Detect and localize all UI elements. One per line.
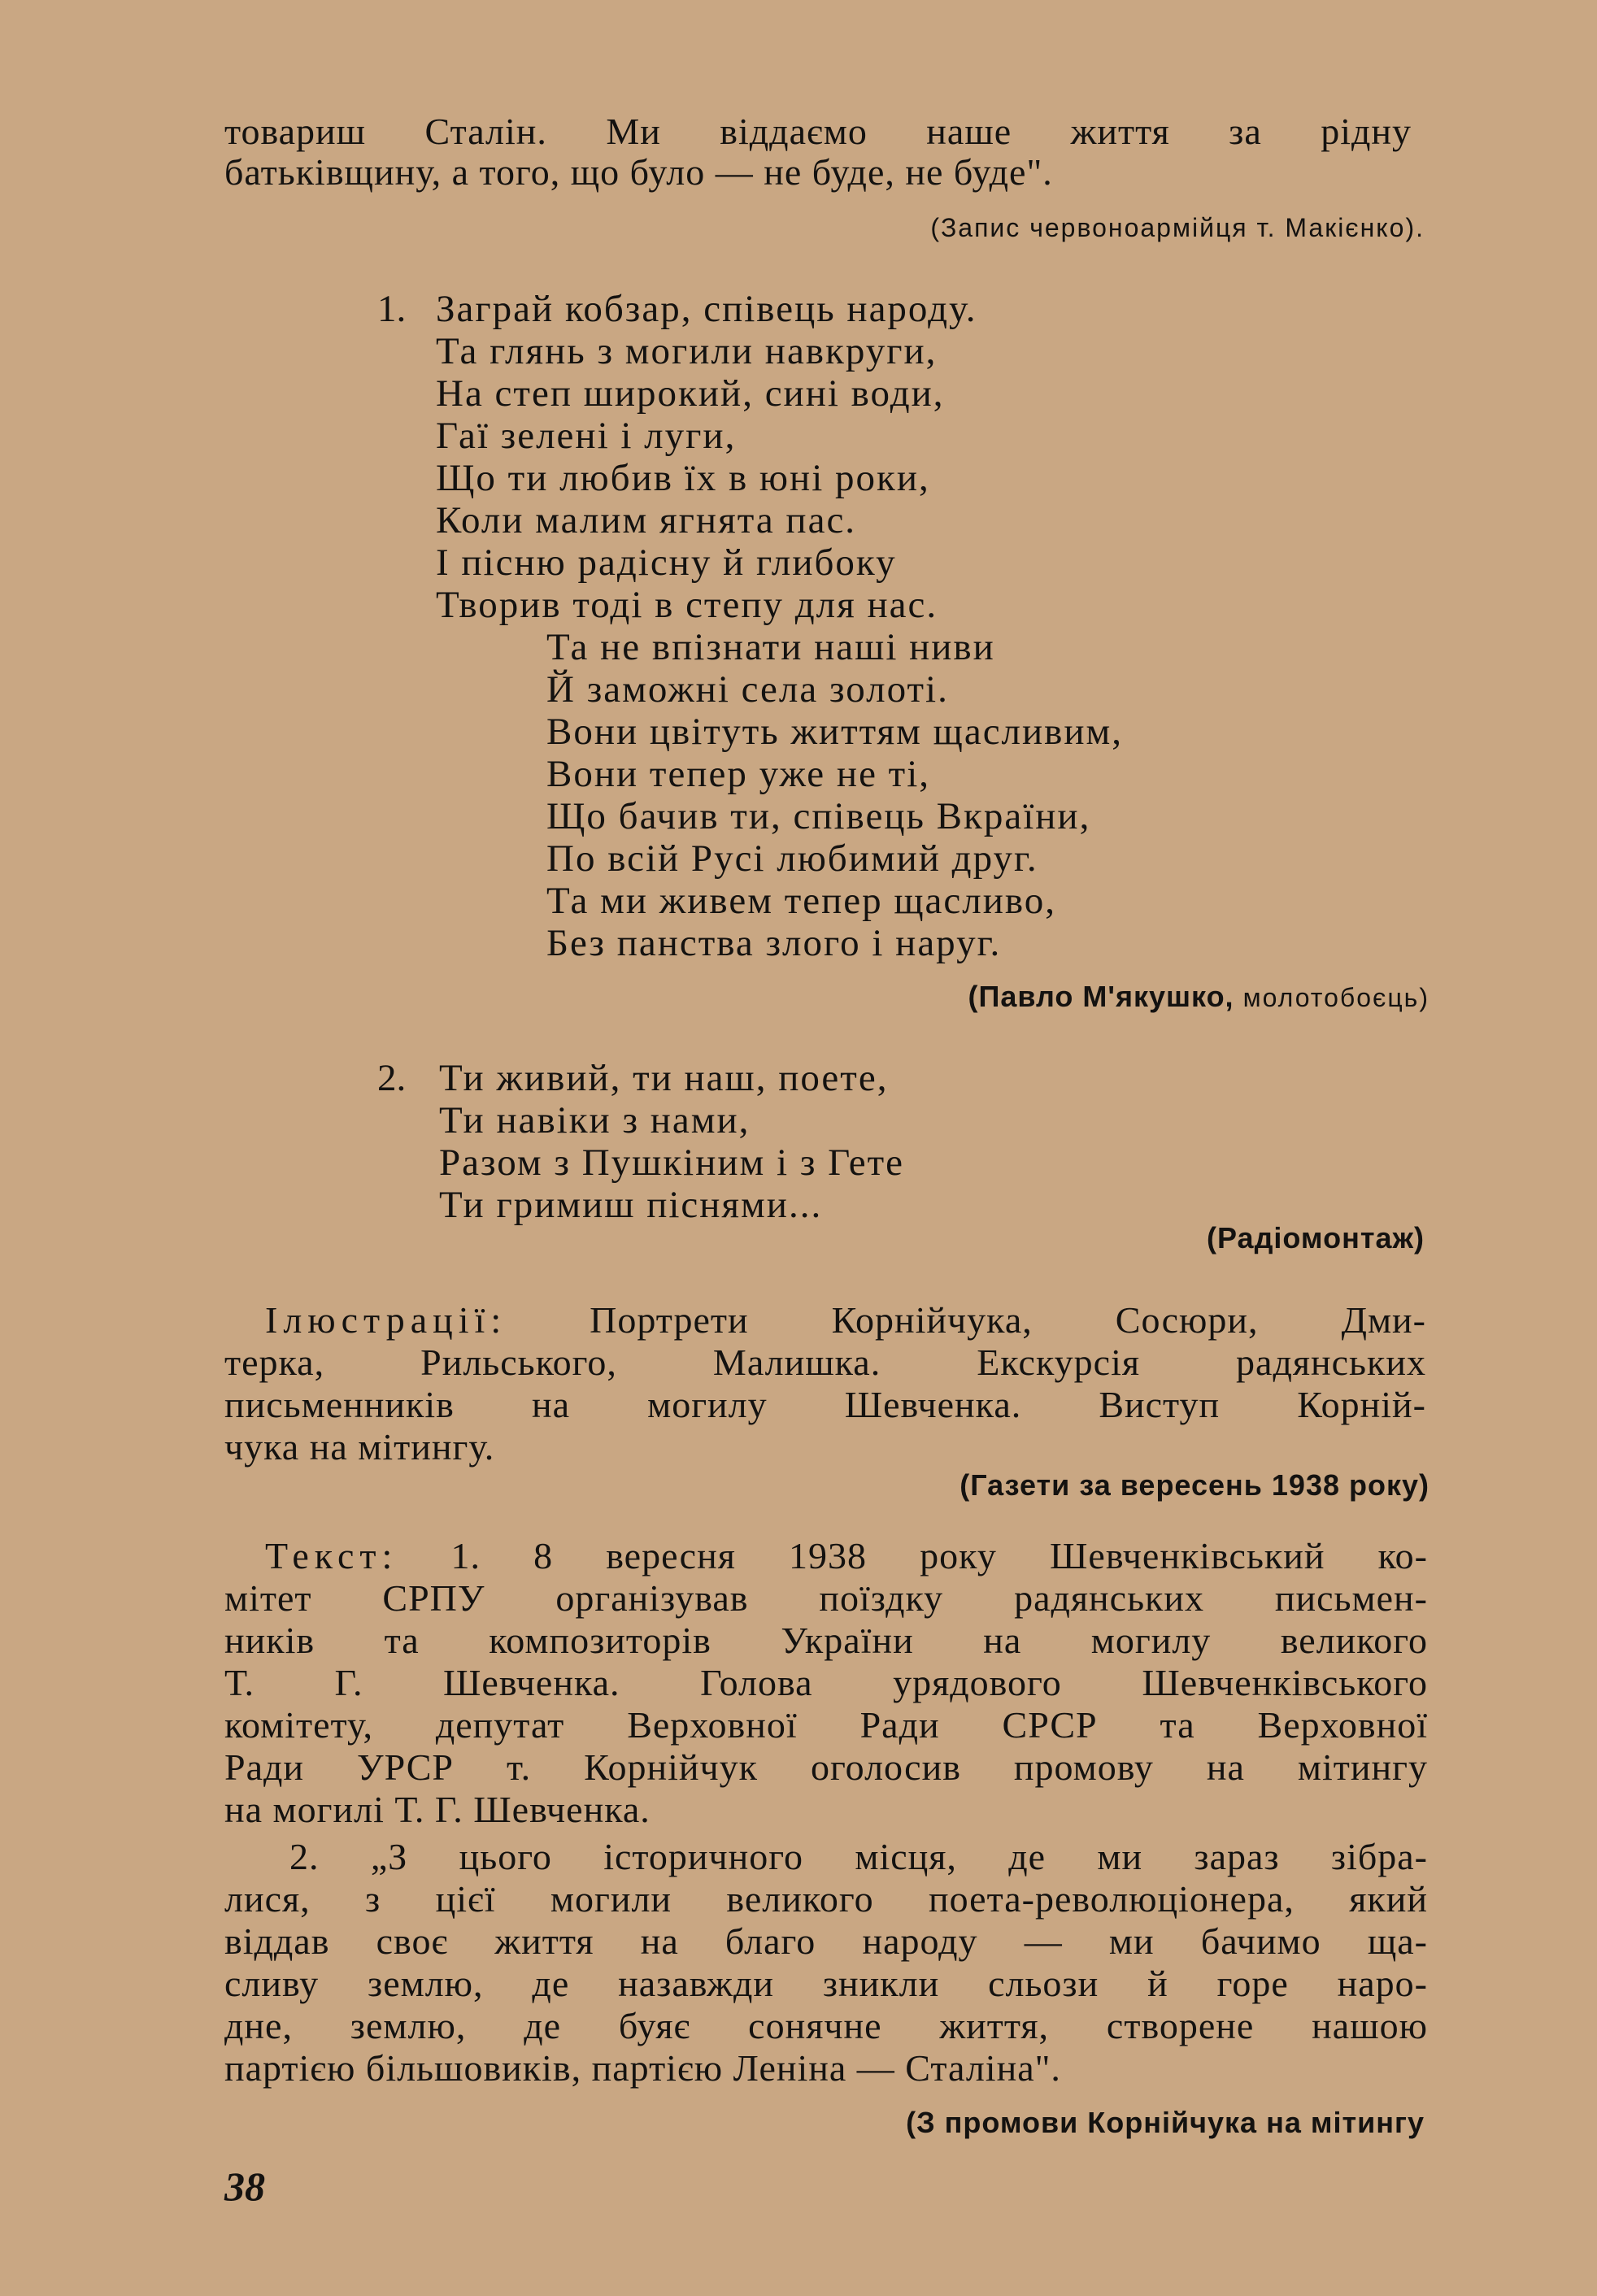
- verse-line: Й заможні села золоті.: [546, 668, 949, 711]
- verse-line: На степ широкий, сині води,: [436, 372, 945, 415]
- verse-1-number: 1.: [377, 288, 407, 330]
- verse-1-stanza-a: [436, 288, 977, 626]
- top-paragraph-source: (Запис червоноармійця т. Макієнко).: [930, 213, 1425, 242]
- verse-line: Разом з Пушкіним і з Гете: [439, 1141, 905, 1184]
- verse-line: Вони тепер уже не ті,: [546, 753, 931, 795]
- verse-line: По всій Русі любимий друг.: [546, 837, 1038, 880]
- text-source: (З промови Корнійчука на мітингу: [906, 2106, 1425, 2139]
- illustrations-line-3: письменників на могилу Шевченка. Виступ Корній-: [224, 1384, 1426, 1425]
- text-p1-line: Ради УРСР т. Корнійчук оголосив промову на мітингу: [224, 1746, 1428, 1788]
- verse-1-author-role: молотобоєць): [1242, 983, 1429, 1012]
- page-number: 38: [224, 2163, 265, 2209]
- illustrations-line-4: чука на мітингу.: [224, 1426, 495, 1468]
- verse-line: Заграй кобзар, співець народу.: [436, 288, 977, 330]
- verse-line: Та не впізнати наші ниви: [546, 626, 995, 668]
- verse-line: Ти гримиш піснями...: [439, 1184, 823, 1226]
- text-first-line: 1. 8 вересня 1938 року Шевченківський ко-: [450, 1535, 1429, 1576]
- text-p2-line: лися, з цієї могили великого поета-революціонера, який: [224, 1878, 1428, 1920]
- verse-line: Коли малим ягнята пас.: [436, 499, 857, 541]
- verse-line: Що ти любив їх в юні роки,: [436, 457, 930, 499]
- text-p2-line: партією більшовиків, партією Леніна — Сталіна".: [224, 2047, 1061, 2089]
- verse-line: І пісню радісну й глибоку: [436, 541, 897, 584]
- illustrations-line-2: терка, Рильського, Малишка. Екскурсія радянських: [224, 1342, 1426, 1383]
- verse-line: Вони цвітуть життям щасливим,: [546, 711, 1124, 753]
- text-p2-line: дне, землю, де буяє сонячне життя, створене нашою: [224, 2005, 1428, 2046]
- illustrations-first-line: Портрети Корнійчука, Сосюри, Дми-: [590, 1299, 1426, 1341]
- verse-line: Та глянь з могили навкруги,: [436, 330, 938, 372]
- text-p2-line: віддав своє життя на благо народу — ми бачимо ща-: [224, 1920, 1428, 1962]
- top-paragraph-line-1: товариш Сталін. Ми віддаємо наше життя за рідну: [224, 111, 1412, 152]
- top-paragraph-line-2: батьківщину, а того, що було — не буде, не буде".: [224, 151, 1053, 193]
- verse-line: Гаї зелені і луги,: [436, 415, 737, 457]
- verse-line: Ти навіки з нами,: [439, 1099, 751, 1141]
- verse-line: Без панства злого і наруг.: [546, 922, 1002, 964]
- illustrations-label: Ілюстрації:: [265, 1299, 507, 1341]
- illustrations-source: (Газети за вересень 1938 року): [960, 1468, 1429, 1502]
- text-p1-line: ників та композиторів України на могилу великого: [224, 1620, 1428, 1661]
- text-p1-line: Т. Г. Шевченка. Голова урядового Шевченківського: [224, 1662, 1428, 1703]
- verse-line: Та ми живем тепер щасливо,: [546, 880, 1056, 922]
- verse-1-author: (Павло М'якушко,: [968, 980, 1234, 1013]
- text-p1-line: мітет СРПУ організував поїздку радянських письмен-: [224, 1577, 1428, 1619]
- verse-1-source: [968, 980, 1430, 1014]
- text-p2-line: сливу землю, де назавжди зникли сльози й горе наро-: [224, 1963, 1428, 2004]
- text-label: Текст:: [265, 1535, 398, 1576]
- verse-1-stanza-b: [546, 626, 1123, 964]
- illustrations-line-1: [265, 1299, 1426, 1342]
- text-p2-line-1: 2. „З цього історичного місця, де ми зараз зібра-: [289, 1836, 1428, 1877]
- verse-2-lines: [439, 1057, 904, 1226]
- text-p1-line: комітету, депутат Верховної Ради СРСР та Верховної: [224, 1704, 1428, 1746]
- verse-2-source: (Радіомонтаж): [1207, 1221, 1425, 1255]
- verse-line: Творив тоді в степу для нас.: [436, 584, 938, 626]
- verse-2-number: 2.: [377, 1057, 407, 1099]
- verse-line: Ти живий, ти наш, поете,: [439, 1057, 889, 1099]
- text-p1-line: на могилі Т. Г. Шевченка.: [224, 1789, 651, 1830]
- verse-line: Що бачив ти, співець Вкраїни,: [546, 795, 1091, 837]
- text-line-1: [265, 1535, 1428, 1577]
